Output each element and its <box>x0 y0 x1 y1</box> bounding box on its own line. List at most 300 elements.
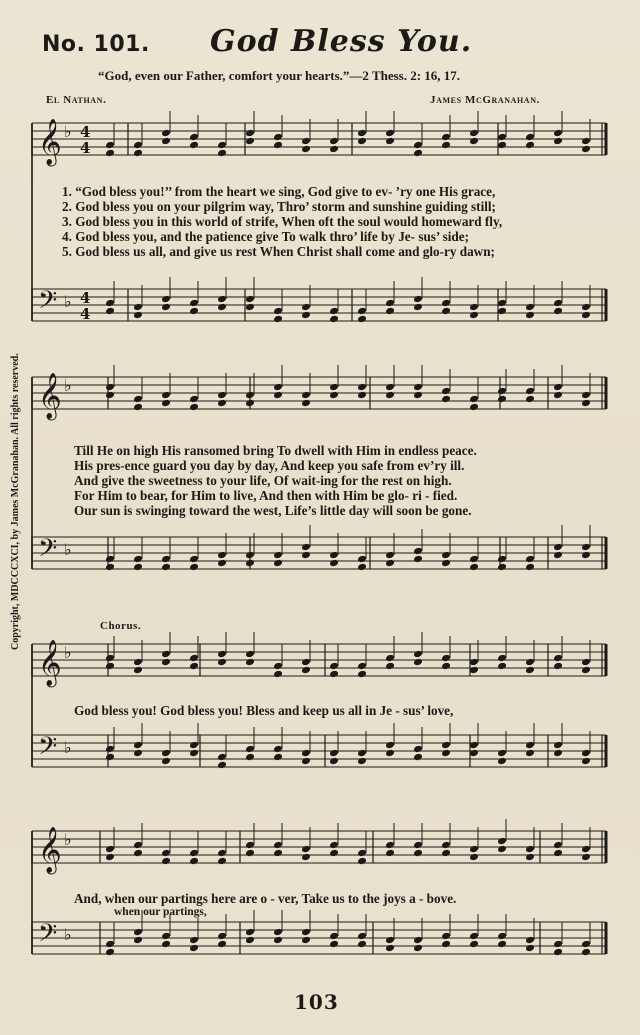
bass-note-3 <box>273 745 283 754</box>
bass-note-1 <box>441 307 451 316</box>
treble-note-1 <box>105 149 115 158</box>
treble-note-1 <box>329 145 339 154</box>
bass-note-2 <box>497 563 507 572</box>
treble-note-3 <box>525 666 535 675</box>
bass-note-4 <box>273 936 283 945</box>
bass-clef-2-key-flat: ♭ <box>64 540 72 559</box>
bass-note-1 <box>469 303 479 312</box>
bass-note-3 <box>273 753 283 762</box>
bass-note-2 <box>301 551 311 560</box>
verse-3-line-1: 3. God bless you in this world of strife, When oft the soul would homeward fly, <box>62 214 503 229</box>
bass-note-2 <box>161 563 171 572</box>
bass-note-4 <box>217 940 227 949</box>
treble-note-3 <box>301 666 311 675</box>
bass-note-3 <box>385 749 395 758</box>
treble-note-3 <box>553 654 563 663</box>
treble-note-1 <box>413 141 423 150</box>
words-credit: El Nathan. <box>46 94 107 106</box>
bass-note-2 <box>553 551 563 560</box>
treble-clef-1-key-flat: ♭ <box>64 122 72 141</box>
bass-note-1 <box>301 303 311 312</box>
bass-note-4 <box>105 940 115 949</box>
treble-note-4 <box>525 845 535 854</box>
bass-note-3 <box>189 741 199 750</box>
bass-note-1 <box>581 311 591 320</box>
verse-4-line-1: 4. God bless you, and the patience give To walk thro’ life by Je- sus’ side; <box>62 229 470 244</box>
bass-note-3 <box>413 745 423 754</box>
treble-note-4 <box>245 849 255 858</box>
bass-note-1 <box>273 315 283 324</box>
bass-note-1 <box>441 299 451 308</box>
treble-note-2 <box>553 391 563 400</box>
treble-note-4 <box>105 845 115 854</box>
treble-note-4 <box>413 849 423 858</box>
bass-note-3 <box>329 749 339 758</box>
treble-note-2 <box>301 391 311 400</box>
treble-note-4 <box>497 845 507 854</box>
bass-note-2 <box>441 551 451 560</box>
bass-note-2 <box>525 563 535 572</box>
treble-note-2 <box>497 395 507 404</box>
treble-note-4 <box>189 857 199 866</box>
treble-note-1 <box>301 137 311 146</box>
treble-note-1 <box>161 129 171 138</box>
treble-note-3 <box>385 654 395 663</box>
treble-note-1 <box>581 145 591 154</box>
bass-note-2 <box>553 543 563 552</box>
bass-note-4 <box>329 940 339 949</box>
bass-note-1 <box>273 307 283 316</box>
treble-note-2 <box>413 383 423 392</box>
bass-note-2 <box>217 551 227 560</box>
bass-note-1 <box>385 299 395 308</box>
bass-note-1 <box>385 307 395 316</box>
bass-note-3 <box>329 757 339 766</box>
treble-clef-3: 𝄞 <box>38 640 62 686</box>
treble-note-2 <box>161 391 171 400</box>
bass-clef-3-key-flat: ♭ <box>64 738 72 757</box>
bass-note-2 <box>161 555 171 564</box>
bass-note-1 <box>133 311 143 320</box>
bass-note-2 <box>189 563 199 572</box>
bass-note-2 <box>133 555 143 564</box>
bass-note-4 <box>385 944 395 953</box>
bass-note-1 <box>105 307 115 316</box>
bass-clef-2: 𝄢 <box>38 534 58 569</box>
treble-note-3 <box>329 662 339 671</box>
treble-note-3 <box>217 658 227 667</box>
bass-note-3 <box>161 749 171 758</box>
bass-note-3 <box>413 753 423 762</box>
bass-note-3 <box>189 749 199 758</box>
bass-note-4 <box>133 928 143 937</box>
bass-note-3 <box>105 753 115 762</box>
bass-clef-1-key-flat: ♭ <box>64 292 72 311</box>
treble-note-4 <box>329 841 339 850</box>
treble-note-4 <box>413 841 423 850</box>
treble-note-1 <box>385 137 395 146</box>
treble-note-2 <box>525 395 535 404</box>
treble-note-4 <box>329 849 339 858</box>
treble-note-2 <box>273 383 283 392</box>
bass-note-2 <box>245 551 255 560</box>
treble-note-1 <box>161 137 171 146</box>
treble-note-2 <box>525 387 535 396</box>
treble-note-4 <box>217 849 227 858</box>
treble-note-1 <box>301 145 311 154</box>
time-signature-top-1: 4 <box>80 123 91 141</box>
treble-note-3 <box>329 670 339 679</box>
bass-note-2 <box>301 543 311 552</box>
treble-note-4 <box>581 845 591 854</box>
bass-note-4 <box>497 932 507 941</box>
treble-note-2 <box>553 383 563 392</box>
treble-note-3 <box>553 662 563 671</box>
chorus-bass-echo: when our partings, <box>114 906 207 918</box>
bass-note-2 <box>133 563 143 572</box>
treble-note-3 <box>581 666 591 675</box>
bass-note-4 <box>161 932 171 941</box>
treble-note-1 <box>469 129 479 138</box>
treble-note-2 <box>497 387 507 396</box>
treble-note-2 <box>161 399 171 408</box>
treble-note-3 <box>497 662 507 671</box>
bass-note-3 <box>497 749 507 758</box>
bass-note-3 <box>525 741 535 750</box>
treble-note-1 <box>133 141 143 150</box>
bass-note-2 <box>329 559 339 568</box>
bass-note-4 <box>301 928 311 937</box>
treble-note-1 <box>581 137 591 146</box>
treble-note-4 <box>105 853 115 862</box>
treble-clef-2: 𝄞 <box>38 373 62 419</box>
music-credit: James McGranahan. <box>430 94 540 106</box>
bass-note-4 <box>105 948 115 957</box>
bass-note-3 <box>161 757 171 766</box>
bass-note-1 <box>469 311 479 320</box>
bass-clef-3: 𝄢 <box>38 732 58 767</box>
chorus-line-2: And, when our partings here are o - ver, Take us to the joys a - bove. <box>74 891 457 906</box>
treble-note-3 <box>357 662 367 671</box>
treble-clef-2-key-flat: ♭ <box>64 376 72 395</box>
bass-note-1 <box>525 303 535 312</box>
bass-note-4 <box>329 932 339 941</box>
time-signature-top-2: 4 <box>80 289 91 307</box>
treble-note-2 <box>581 399 591 408</box>
treble-note-4 <box>385 849 395 858</box>
bass-note-2 <box>413 547 423 556</box>
treble-note-3 <box>105 662 115 671</box>
verse-2-line-2: His pres-ence guard you day by day, And keep you safe from ev’ry ill. <box>74 458 465 473</box>
bass-note-3 <box>133 749 143 758</box>
treble-note-2 <box>441 395 451 404</box>
treble-note-4 <box>161 857 171 866</box>
treble-note-3 <box>525 658 535 667</box>
treble-note-4 <box>301 845 311 854</box>
bass-note-4 <box>553 948 563 957</box>
treble-note-1 <box>413 149 423 158</box>
treble-note-2 <box>357 383 367 392</box>
time-signature-bottom-1: 4 <box>80 139 91 157</box>
bass-note-2 <box>357 563 367 572</box>
treble-note-3 <box>189 654 199 663</box>
treble-note-2 <box>105 391 115 400</box>
treble-note-2 <box>441 387 451 396</box>
bass-note-2 <box>581 551 591 560</box>
treble-clef-4: 𝄞 <box>38 827 62 873</box>
treble-note-4 <box>301 853 311 862</box>
treble-note-4 <box>189 849 199 858</box>
bass-note-2 <box>525 555 535 564</box>
bass-note-4 <box>469 940 479 949</box>
bass-clef-4: 𝄢 <box>38 919 58 954</box>
bass-note-3 <box>245 745 255 754</box>
bass-note-1 <box>189 307 199 316</box>
bass-note-3 <box>581 749 591 758</box>
treble-note-1 <box>357 129 367 138</box>
treble-note-3 <box>441 654 451 663</box>
verse-4-line-2: For Him to bear, for Him to live, And then with Him be glo- ri - fied. <box>74 488 458 503</box>
bass-note-4 <box>525 944 535 953</box>
bass-note-3 <box>525 749 535 758</box>
treble-note-2 <box>133 403 143 412</box>
treble-note-1 <box>189 133 199 142</box>
treble-note-1 <box>245 129 255 138</box>
treble-note-4 <box>357 849 367 858</box>
treble-note-2 <box>357 391 367 400</box>
bass-note-3 <box>497 757 507 766</box>
bass-note-1 <box>217 303 227 312</box>
treble-note-4 <box>133 841 143 850</box>
bass-note-4 <box>133 936 143 945</box>
bass-note-2 <box>581 543 591 552</box>
bass-note-3 <box>553 741 563 750</box>
treble-note-3 <box>161 658 171 667</box>
bass-note-4 <box>357 940 367 949</box>
chorus-line-1: God bless you! God bless you! Bless and keep us all in Je - sus’ love, <box>74 703 454 718</box>
bass-note-2 <box>273 551 283 560</box>
copyright-notice: Copyright, MDCCCXCI, by James McGranahan. All rights reserved. <box>10 353 21 650</box>
treble-note-3 <box>581 658 591 667</box>
bass-note-2 <box>329 551 339 560</box>
verse-5-line-2: Our sun is swinging toward the west, Life’s little day will soon be gone. <box>74 503 472 518</box>
treble-note-2 <box>133 395 143 404</box>
treble-note-3 <box>413 658 423 667</box>
treble-note-3 <box>133 666 143 675</box>
treble-note-3 <box>273 670 283 679</box>
treble-note-2 <box>581 391 591 400</box>
bass-clef-4-key-flat: ♭ <box>64 925 72 944</box>
bass-note-1 <box>357 307 367 316</box>
bass-note-1 <box>413 303 423 312</box>
bass-note-3 <box>301 757 311 766</box>
treble-note-1 <box>329 137 339 146</box>
bass-note-4 <box>357 932 367 941</box>
treble-clef-4-key-flat: ♭ <box>64 830 72 849</box>
treble-note-3 <box>217 650 227 659</box>
treble-note-4 <box>273 849 283 858</box>
bass-note-4 <box>581 940 591 949</box>
treble-note-2 <box>273 391 283 400</box>
bass-note-4 <box>441 940 451 949</box>
bass-note-4 <box>273 928 283 937</box>
treble-note-4 <box>161 849 171 858</box>
treble-note-4 <box>441 841 451 850</box>
bass-note-1 <box>413 295 423 304</box>
bass-note-1 <box>357 315 367 324</box>
treble-note-4 <box>133 849 143 858</box>
hymn-number: No. 101. <box>42 32 150 57</box>
bass-note-4 <box>301 936 311 945</box>
treble-note-3 <box>189 662 199 671</box>
verse-3-line-2: And give the sweetness to your life, Of wait-ing for the rest on high. <box>74 473 452 488</box>
treble-note-3 <box>133 658 143 667</box>
treble-note-4 <box>525 853 535 862</box>
treble-note-3 <box>441 662 451 671</box>
bass-note-3 <box>301 749 311 758</box>
bass-note-4 <box>553 940 563 949</box>
treble-note-4 <box>497 837 507 846</box>
verse-5-line-1: 5. God bless us all, and give us rest When Christ shall come and glo-ry dawn; <box>62 244 495 259</box>
treble-note-2 <box>329 391 339 400</box>
bass-note-1 <box>525 311 535 320</box>
treble-note-3 <box>245 650 255 659</box>
treble-note-4 <box>273 841 283 850</box>
treble-note-3 <box>273 662 283 671</box>
treble-note-4 <box>553 841 563 850</box>
bass-note-2 <box>189 555 199 564</box>
treble-note-1 <box>441 133 451 142</box>
treble-note-2 <box>385 391 395 400</box>
treble-clef-1: 𝄞 <box>38 119 62 165</box>
treble-note-4 <box>245 841 255 850</box>
bass-note-1 <box>161 295 171 304</box>
treble-note-1 <box>441 141 451 150</box>
treble-note-2 <box>301 399 311 408</box>
treble-note-2 <box>469 403 479 412</box>
treble-note-1 <box>189 141 199 150</box>
treble-note-3 <box>245 658 255 667</box>
treble-note-2 <box>217 391 227 400</box>
bass-note-3 <box>385 741 395 750</box>
bass-note-2 <box>245 559 255 568</box>
bass-note-2 <box>413 555 423 564</box>
treble-note-2 <box>413 391 423 400</box>
bass-note-1 <box>161 303 171 312</box>
bass-note-1 <box>217 295 227 304</box>
bass-note-4 <box>245 936 255 945</box>
bass-note-2 <box>273 559 283 568</box>
treble-note-2 <box>329 383 339 392</box>
bass-note-1 <box>553 307 563 316</box>
bass-note-3 <box>105 745 115 754</box>
treble-note-3 <box>413 650 423 659</box>
bass-note-2 <box>441 559 451 568</box>
treble-clef-3-key-flat: ♭ <box>64 643 72 662</box>
bass-note-2 <box>217 559 227 568</box>
bass-clef-1: 𝄢 <box>38 286 58 321</box>
bass-note-3 <box>217 753 227 762</box>
treble-note-1 <box>217 141 227 150</box>
bass-note-4 <box>217 932 227 941</box>
bass-note-4 <box>525 936 535 945</box>
bass-note-3 <box>217 761 227 770</box>
bass-note-4 <box>469 932 479 941</box>
bass-note-2 <box>497 555 507 564</box>
bass-note-4 <box>189 936 199 945</box>
bass-note-3 <box>357 749 367 758</box>
treble-note-4 <box>385 841 395 850</box>
treble-note-1 <box>525 133 535 142</box>
treble-note-1 <box>105 141 115 150</box>
treble-note-1 <box>553 137 563 146</box>
treble-note-4 <box>469 845 479 854</box>
bass-note-4 <box>189 944 199 953</box>
verse-1-line-2: Till He on high His ransomed bring To dwell with Him in endless peace. <box>74 443 477 458</box>
treble-note-3 <box>497 654 507 663</box>
bass-note-1 <box>329 315 339 324</box>
treble-note-3 <box>385 662 395 671</box>
bass-note-4 <box>581 948 591 957</box>
treble-note-2 <box>189 403 199 412</box>
bass-note-3 <box>441 741 451 750</box>
scripture-reference: “God, even our Father, comfort your hearts.”—2 Thess. 2: 16, 17. <box>98 68 461 83</box>
chorus-label: Chorus. <box>100 620 142 632</box>
treble-note-1 <box>273 141 283 150</box>
treble-note-2 <box>469 395 479 404</box>
treble-note-1 <box>217 149 227 158</box>
bass-note-4 <box>413 936 423 945</box>
bass-note-1 <box>133 303 143 312</box>
bass-note-1 <box>245 303 255 312</box>
bass-note-3 <box>357 757 367 766</box>
treble-note-2 <box>189 395 199 404</box>
treble-note-1 <box>385 129 395 138</box>
verse-2-line-1: 2. God bless you on your pilgrim way, Thro’ storm and sunshine guiding still; <box>62 199 496 214</box>
bass-note-1 <box>301 311 311 320</box>
page-number: 103 <box>294 990 339 1014</box>
bass-note-2 <box>385 551 395 560</box>
bass-note-3 <box>581 757 591 766</box>
bass-note-2 <box>105 563 115 572</box>
treble-note-4 <box>581 853 591 862</box>
bass-note-3 <box>133 741 143 750</box>
bass-note-1 <box>329 307 339 316</box>
treble-note-4 <box>469 853 479 862</box>
treble-note-3 <box>301 658 311 667</box>
bass-note-3 <box>245 753 255 762</box>
treble-note-1 <box>357 137 367 146</box>
bass-note-3 <box>553 749 563 758</box>
treble-note-2 <box>245 399 255 408</box>
bass-note-2 <box>469 555 479 564</box>
treble-note-1 <box>273 133 283 142</box>
treble-note-4 <box>357 857 367 866</box>
verse-1-line-1: 1. “God bless you!’’ from the heart we sing, God give to ev- ’ry one His grace, <box>62 184 496 199</box>
treble-note-2 <box>105 383 115 392</box>
treble-note-2 <box>245 391 255 400</box>
treble-note-1 <box>553 129 563 138</box>
bass-note-3 <box>441 749 451 758</box>
bass-note-2 <box>385 559 395 568</box>
bass-note-4 <box>161 940 171 949</box>
treble-note-3 <box>161 650 171 659</box>
bass-note-1 <box>581 303 591 312</box>
hymn-title: God Bless You. <box>210 24 473 59</box>
treble-note-1 <box>525 141 535 150</box>
bass-note-4 <box>413 944 423 953</box>
bass-note-1 <box>105 299 115 308</box>
